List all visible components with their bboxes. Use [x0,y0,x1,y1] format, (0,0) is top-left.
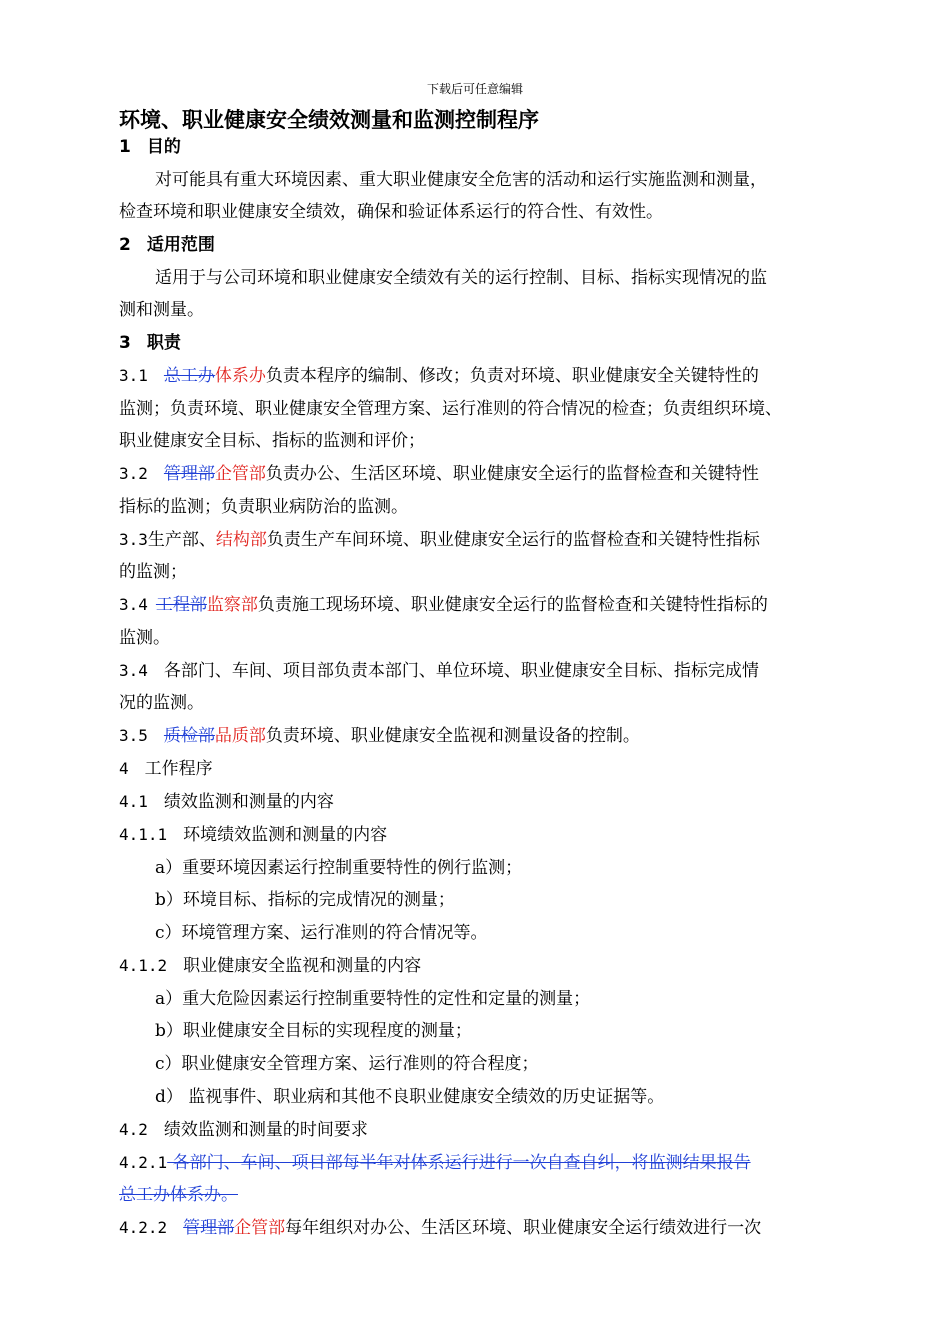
deleted-text: 总工办 [163,366,215,386]
list-item: a）重要环境因素运行控制重要特性的例行监测； [155,858,523,878]
inserted-text: 企管部 [214,464,266,484]
clause-text: 负责施工现场环境、职业健康安全运行的监督检查和关键特性指标的 [257,595,768,615]
clause-text: 各部门、车间、项目部负责本部门、单位环境、职业健康安全目标、指标完成情 [163,661,759,681]
inserted-text: 结构部 [215,530,267,550]
section-number: 4.1.1 [119,825,168,844]
clause-text: 负责办公、生活区环境、职业健康安全运行的监督检查和关键特性 [265,464,759,484]
paragraph-line: 的监测； [119,562,187,582]
section-4-1-2-heading [119,951,421,976]
deleted-text: 工程部 [155,595,207,615]
section-4-heading [119,754,213,779]
section-number: 2 [119,235,131,255]
clause-number: 3.1 [119,366,148,385]
inserted-text: 体系办 [214,366,266,386]
clause-number: 3.2 [119,464,148,483]
section-number: 4 [119,759,129,778]
clause-prefix: 生产部、 [147,530,216,550]
paragraph-line: 检查环境和职业健康安全绩效，确保和验证体系运行的符合性、有效性。 [119,202,663,222]
clause-number: 3.4 [119,661,148,680]
section-2-heading [119,230,215,255]
list-item: b）环境目标、指标的完成情况的测量； [155,890,455,910]
inserted-text: 企管部 [234,1218,286,1238]
section-number: 4.1 [119,792,148,811]
clause-text: 负责生产车间环境、职业健康安全运行的监督检查和关键特性指标 [266,530,760,550]
paragraph-line: 监测；负责环境、职业健康安全管理方案、运行准则的符合情况的检查；负责组织环境、 [119,399,782,419]
section-number: 4.2 [119,1120,148,1139]
list-item: b）职业健康安全目标的实现程度的测量； [155,1021,472,1041]
clause-number: 4.2.2 [119,1218,168,1237]
section-title: 职责 [146,333,181,353]
inserted-text: 监察部 [206,595,258,615]
section-number: 3 [119,333,131,353]
responsibility-3-2 [119,459,759,484]
deleted-text: 各部门、车间、项目部每半年对体系运行进行一次自查自纠，将监测结果报告 [167,1153,751,1173]
clause-text: 负责本程序的编制、修改；负责对环境、职业健康安全关键特性的 [265,366,759,386]
section-title: 目的 [146,137,181,157]
inserted-text: 品质部 [214,726,266,746]
section-title: 绩效监测和测量的时间要求 [163,1120,368,1140]
clause-text: 每年组织对办公、生活区环境、职业健康安全运行绩效进行一次 [285,1218,762,1238]
deleted-text: 质检部 [163,726,215,746]
list-item: d） 监视事件、职业病和其他不良职业健康安全绩效的历史证据等。 [155,1087,665,1107]
section-1-heading [119,132,181,157]
list-item: c）职业健康安全管理方案、运行准则的符合程度； [155,1054,539,1074]
clause-number: 4.2.1 [119,1153,168,1172]
deleted-text: 管理部 [183,1218,235,1238]
responsibility-3-4 [119,590,768,615]
paragraph-line: 况的监测。 [119,693,204,713]
clause-number: 3.3 [119,530,148,549]
paragraph-line: 测和测量。 [119,300,204,320]
deleted-line [119,1180,238,1205]
list-item: a）重大危险因素运行控制重要特性的定性和定量的测量； [155,989,591,1009]
section-title: 职业健康安全监视和测量的内容 [183,956,422,976]
section-4-1-heading [119,787,334,812]
section-title: 适用范围 [146,235,215,255]
clause-number: 3.5 [119,726,148,745]
responsibility-3-4b [119,656,759,681]
section-title: 绩效监测和测量的内容 [163,792,334,812]
section-4-1-1-heading [119,820,387,845]
deleted-text: 管理部 [163,464,215,484]
page-header: 下载后可任意编辑 [426,82,523,96]
clause-4-2-2 [119,1213,761,1238]
responsibility-3-3 [119,525,760,550]
paragraph-line: 指标的监测；负责职业病防治的监测。 [119,497,408,517]
section-title: 环境绩效监测和测量的内容 [183,825,388,845]
paragraph-line: 适用于与公司环境和职业健康安全绩效有关的运行控制、目标、指标实现情况的监 [155,268,767,288]
clause-4-2-1 [119,1148,751,1173]
paragraph-line: 监测。 [119,628,170,648]
responsibility-3-5 [119,721,640,746]
clause-number: 3.4 [119,595,148,614]
clause-text: 负责环境、职业健康安全监视和测量设备的控制。 [265,726,640,746]
section-number: 1 [119,137,131,157]
paragraph-line: 职业健康安全目标、指标的监测和评价； [119,431,425,451]
document-title: 环境、职业健康安全绩效测量和监测控制程序 [119,108,539,132]
paragraph-line: 对可能具有重大环境因素、重大职业健康安全危害的活动和运行实施监测和测量， [155,170,767,190]
responsibility-3-1 [119,361,759,386]
section-3-heading [119,328,181,353]
section-title: 工作程序 [144,759,213,779]
section-number: 4.1.2 [119,956,168,975]
section-4-2-heading [119,1115,368,1140]
list-item: c）环境管理方案、运行准则的符合情况等。 [155,923,488,943]
deleted-text: 总工办体系办。 [119,1185,238,1205]
